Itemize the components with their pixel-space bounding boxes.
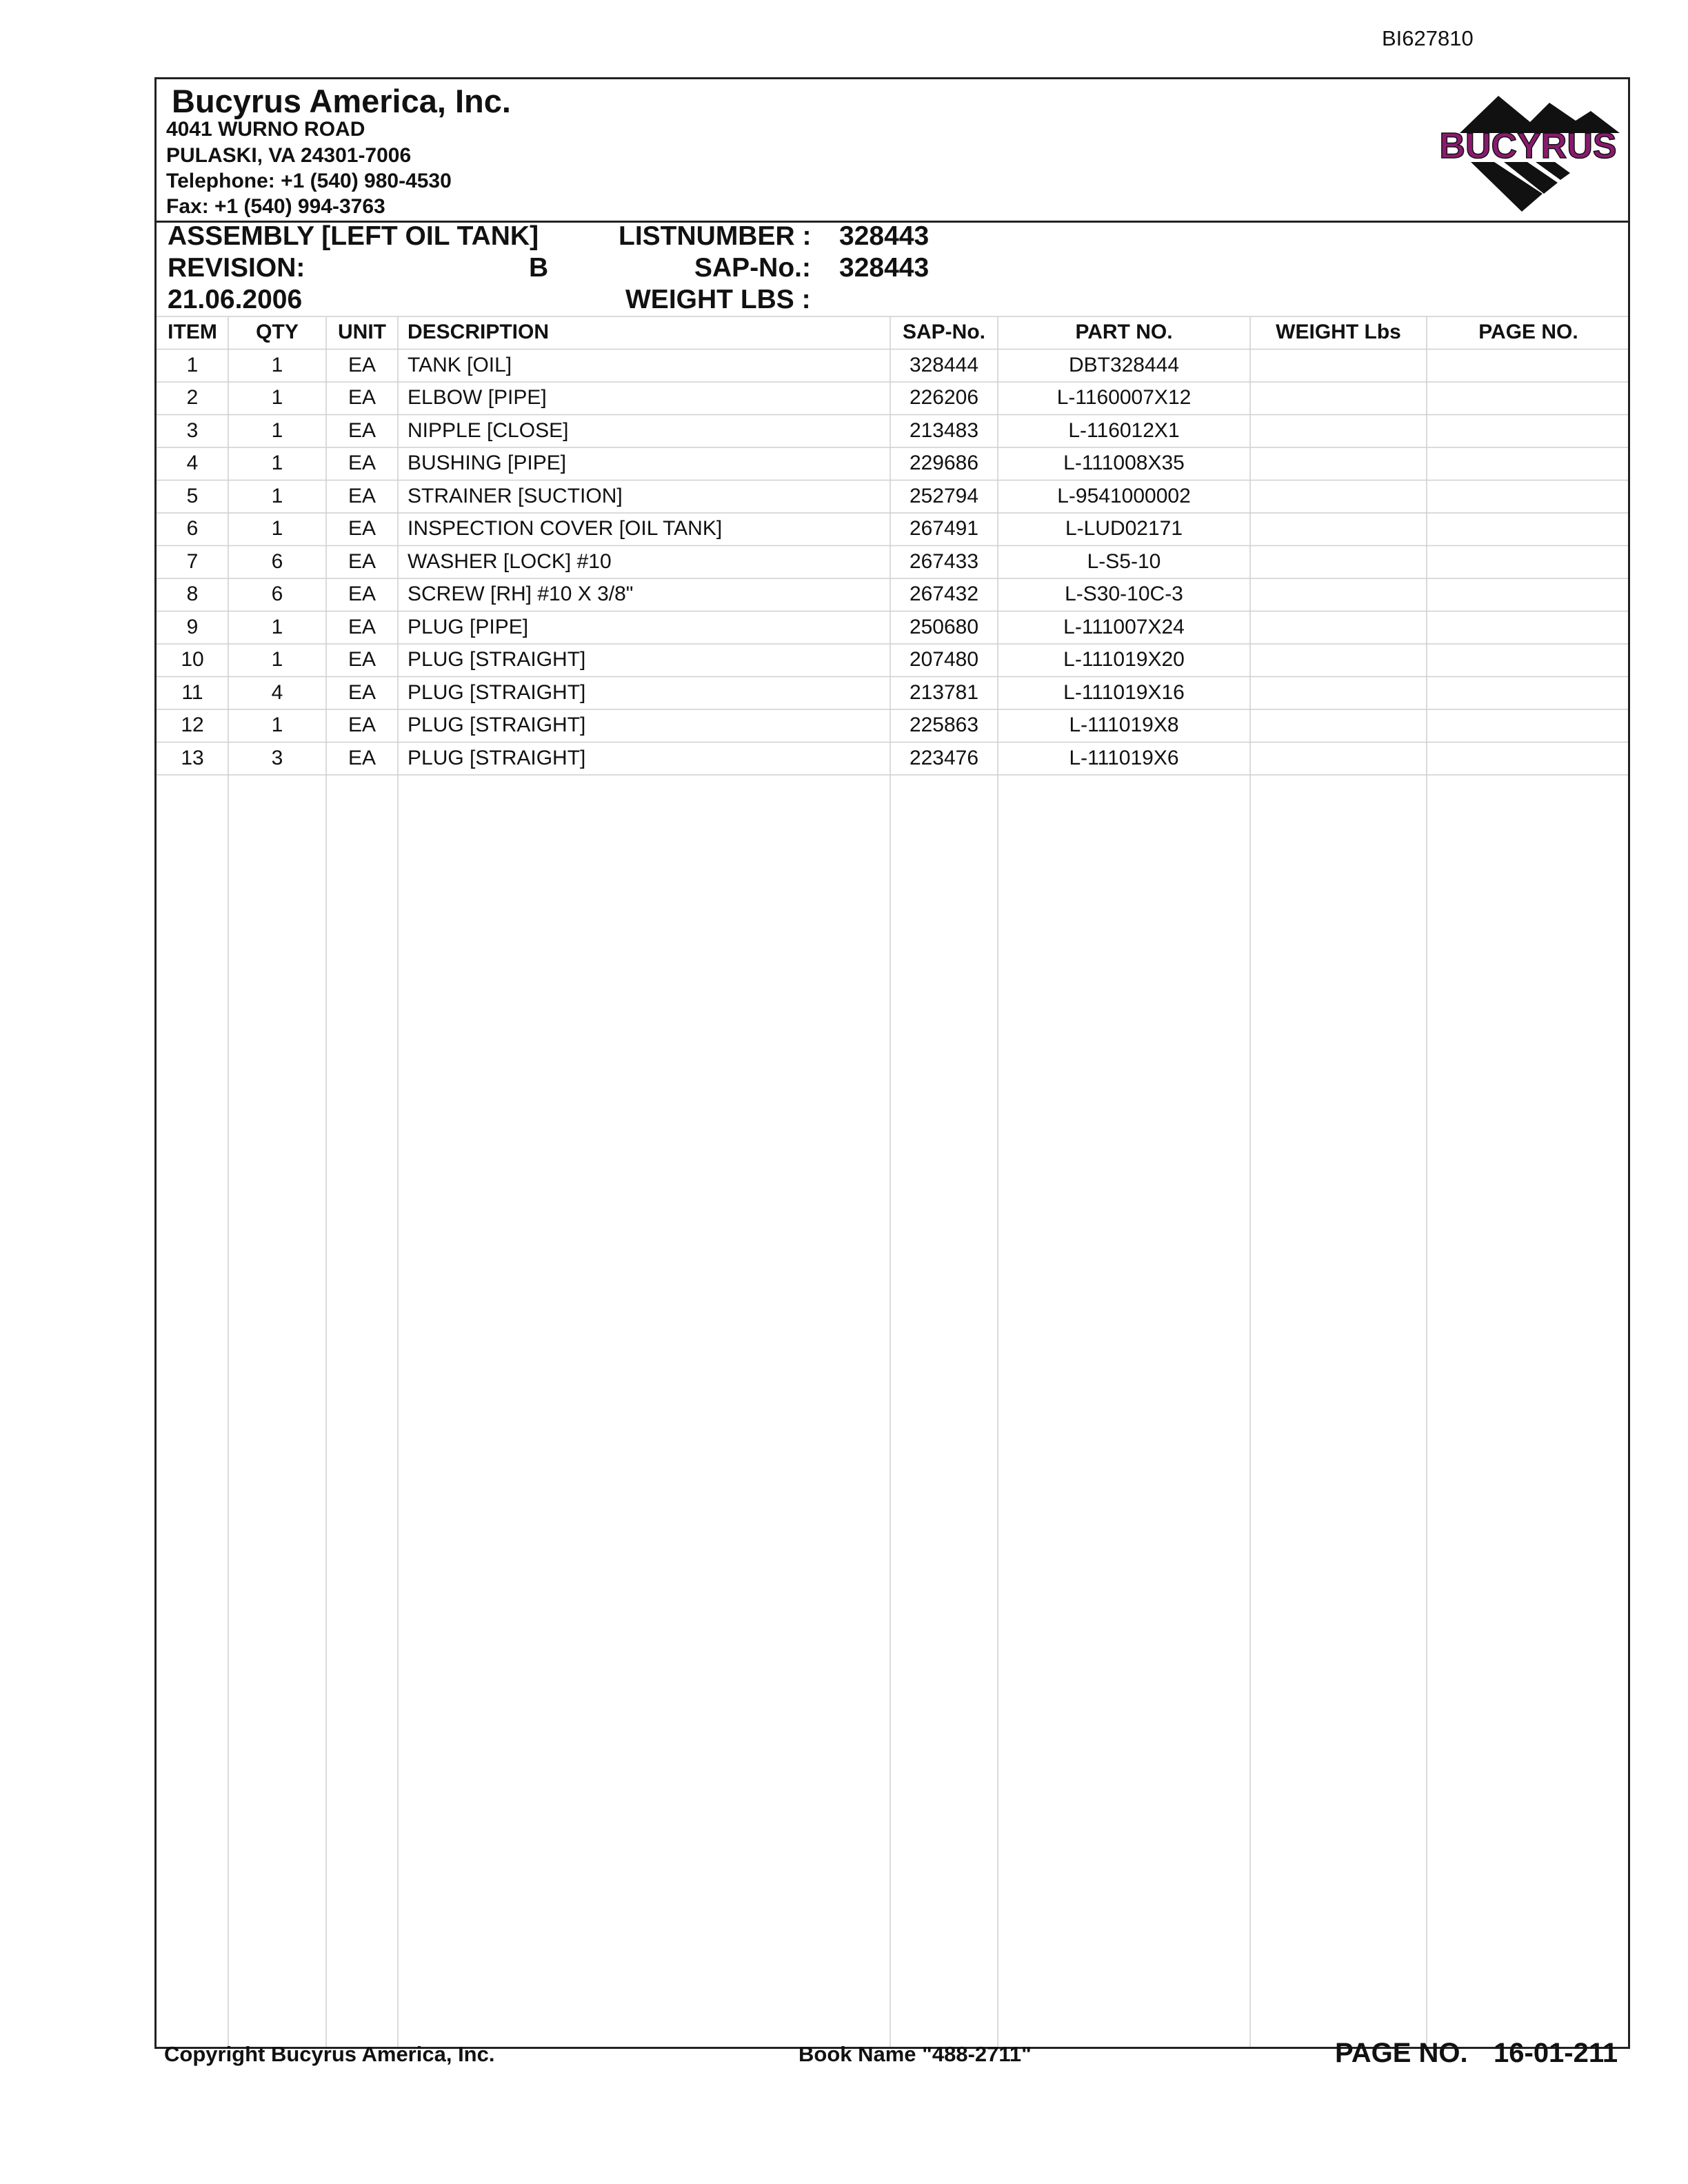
cell-item: 1 xyxy=(186,353,199,376)
cell-qty: 1 xyxy=(271,452,283,474)
cell-qty: 1 xyxy=(271,615,283,638)
cell-item: 7 xyxy=(186,549,199,573)
revision-label: REVISION: xyxy=(168,253,305,283)
cell-item: 4 xyxy=(186,452,199,474)
document-id: BI627810 xyxy=(1382,26,1474,50)
bucyrus-logo xyxy=(1428,90,1628,214)
cell-sap-no: 328444 xyxy=(909,353,979,376)
assembly-date: 21.06.2006 xyxy=(168,285,303,314)
cell-part-no: L-111019X16 xyxy=(1063,680,1185,704)
cell-sap-no: 252794 xyxy=(909,484,979,507)
cell-sap-no: 267432 xyxy=(909,583,979,605)
sapno-value: 328443 xyxy=(839,253,930,283)
cell-item: 13 xyxy=(181,746,204,769)
company-name: Bucyrus America, Inc. xyxy=(172,83,511,119)
cell-description: BUSHING [PIPE] xyxy=(408,452,567,474)
cell-unit: EA xyxy=(348,386,376,409)
cell-unit: EA xyxy=(348,452,376,474)
column-header-item: ITEM xyxy=(168,321,217,343)
cell-description: NIPPLE [CLOSE] xyxy=(408,418,569,442)
cell-sap-no: 226206 xyxy=(909,386,979,409)
cell-unit: EA xyxy=(348,680,376,704)
cell-part-no: DBT328444 xyxy=(1068,353,1180,376)
cell-description: ELBOW [PIPE] xyxy=(408,386,547,409)
telephone: Telephone: +1 (540) 980-4530 xyxy=(166,170,452,192)
cell-qty: 3 xyxy=(271,746,283,769)
cell-description: WASHER [LOCK] #10 xyxy=(408,549,612,573)
column-header-sap-no: SAP-No. xyxy=(903,321,985,343)
cell-unit: EA xyxy=(348,549,376,573)
listnumber-value: 328443 xyxy=(839,221,930,251)
address-line-2: PULASKI, VA 24301-7006 xyxy=(166,144,412,167)
cell-item: 5 xyxy=(186,484,199,507)
listnumber-label: LISTNUMBER : xyxy=(619,221,812,251)
book-name: Book Name "488-2711" xyxy=(798,2042,1032,2066)
cell-sap-no: 213483 xyxy=(909,418,979,442)
cell-description: PLUG [STRAIGHT] xyxy=(408,746,586,769)
cell-item: 10 xyxy=(181,648,204,671)
cell-sap-no: 225863 xyxy=(909,714,979,736)
cell-qty: 1 xyxy=(271,648,283,671)
cell-sap-no: 250680 xyxy=(909,615,979,638)
cell-description: STRAINER [SUCTION] xyxy=(408,484,623,507)
cell-item: 2 xyxy=(186,386,199,409)
cell-qty: 1 xyxy=(271,714,283,736)
cell-part-no: L-9541000002 xyxy=(1057,484,1191,507)
cell-part-no: L-S30-10C-3 xyxy=(1065,583,1183,605)
weight-label: WEIGHT LBS : xyxy=(625,285,811,314)
cell-item: 6 xyxy=(186,517,199,540)
cell-description: PLUG [STRAIGHT] xyxy=(408,648,586,671)
cell-item: 9 xyxy=(186,615,199,638)
cell-sap-no: 229686 xyxy=(909,452,979,474)
cell-unit: EA xyxy=(348,418,376,442)
cell-unit: EA xyxy=(348,517,376,540)
copyright: Copyright Bucyrus America, Inc. xyxy=(164,2042,495,2066)
cell-qty: 6 xyxy=(271,583,283,605)
cell-unit: EA xyxy=(348,353,376,376)
column-header-part-no: PART NO. xyxy=(1075,321,1173,343)
page-label: PAGE NO. xyxy=(1335,2038,1468,2068)
cell-part-no: L-111008X35 xyxy=(1063,452,1185,474)
address-line-1: 4041 WURNO ROAD xyxy=(166,118,365,141)
column-header-description: DESCRIPTION xyxy=(408,321,550,343)
cell-qty: 4 xyxy=(271,680,283,704)
assembly-title: ASSEMBLY [LEFT OIL TANK] xyxy=(168,221,539,251)
cell-qty: 1 xyxy=(271,517,283,540)
cell-description: PLUG [STRAIGHT] xyxy=(408,714,586,736)
column-header-unit: UNIT xyxy=(338,321,386,343)
cell-qty: 1 xyxy=(271,353,283,376)
column-header-weight: WEIGHT Lbs xyxy=(1276,321,1401,343)
cell-qty: 1 xyxy=(271,386,283,409)
cell-description: TANK [OIL] xyxy=(408,353,512,376)
cell-sap-no: 267433 xyxy=(909,549,979,573)
column-header-qty: QTY xyxy=(256,321,299,343)
sapno-label: SAP-No.: xyxy=(694,253,811,283)
fax: Fax: +1 (540) 994-3763 xyxy=(166,195,385,218)
revision-value: B xyxy=(529,253,549,283)
cell-sap-no: 213781 xyxy=(909,680,979,704)
cell-item: 11 xyxy=(181,680,203,704)
cell-description: INSPECTION COVER [OIL TANK] xyxy=(408,517,723,540)
cell-unit: EA xyxy=(348,484,376,507)
parts-list-frame xyxy=(154,77,1630,2049)
cell-qty: 1 xyxy=(271,418,283,442)
cell-part-no: L-LUD02171 xyxy=(1065,517,1183,540)
cell-sap-no: 223476 xyxy=(909,746,979,769)
logo-wordmark: BUCYRUS xyxy=(1439,126,1617,166)
cell-unit: EA xyxy=(348,746,376,769)
cell-part-no: L-111019X8 xyxy=(1069,714,1179,736)
cell-sap-no: 267491 xyxy=(909,517,979,540)
cell-qty: 6 xyxy=(271,549,283,573)
cell-part-no: L-111019X6 xyxy=(1069,746,1179,769)
cell-part-no: L-116012X1 xyxy=(1068,418,1180,442)
cell-sap-no: 207480 xyxy=(909,648,979,671)
cell-unit: EA xyxy=(348,583,376,605)
header-band xyxy=(157,79,1628,223)
cell-description: SCREW [RH] #10 X 3/8" xyxy=(408,583,634,605)
cell-part-no: L-1160007X12 xyxy=(1056,386,1192,409)
cell-description: PLUG [STRAIGHT] xyxy=(408,680,586,704)
cell-item: 3 xyxy=(186,418,199,442)
cell-part-no: L-S5-10 xyxy=(1087,549,1161,573)
cell-unit: EA xyxy=(348,615,376,638)
page-number: 16-01-211 xyxy=(1494,2038,1618,2068)
cell-qty: 1 xyxy=(271,484,283,507)
column-header-page-no: PAGE NO. xyxy=(1478,321,1578,343)
cell-part-no: L-111007X24 xyxy=(1063,615,1185,638)
cell-item: 12 xyxy=(181,714,204,736)
cell-description: PLUG [PIPE] xyxy=(408,615,529,638)
cell-item: 8 xyxy=(186,583,199,605)
cell-part-no: L-111019X20 xyxy=(1063,648,1185,671)
cell-unit: EA xyxy=(348,714,376,736)
cell-unit: EA xyxy=(348,648,376,671)
